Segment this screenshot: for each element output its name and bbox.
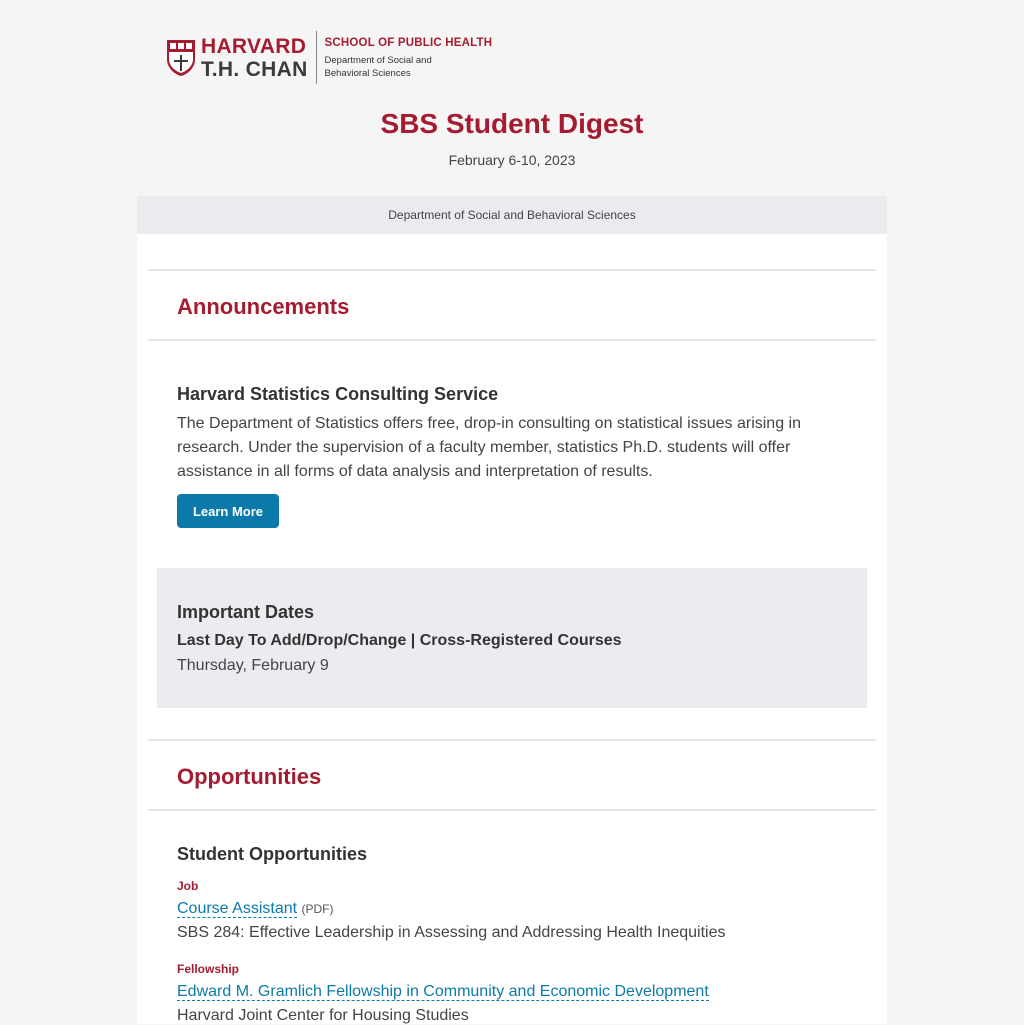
opportunities-heading: Opportunities bbox=[177, 764, 322, 789]
digest-date: February 6-10, 2023 bbox=[448, 152, 576, 168]
announcements-heading: Announcements bbox=[177, 294, 350, 319]
logo-department-text: Department of Social and Behavioral Sciences bbox=[324, 55, 432, 79]
pdf-label: (PDF) bbox=[301, 902, 334, 916]
logo-school-text: SCHOOL OF PUBLIC HEALTH bbox=[324, 37, 493, 49]
gramlich-fellowship-link[interactable]: Edward M. Gramlich Fellowship in Community and Economic Development bbox=[177, 983, 709, 1000]
divider bbox=[148, 739, 876, 741]
digest-title: SBS Student Digest bbox=[380, 108, 644, 139]
opportunity-link-line bbox=[177, 900, 334, 918]
important-date-event: Last Day To Add/Drop/Change | Cross-Registered Courses bbox=[177, 632, 622, 649]
newsletter-body bbox=[137, 234, 887, 1024]
logo-harvard-text: HARVARD bbox=[201, 34, 307, 58]
important-date-day: Thursday, February 9 bbox=[177, 657, 329, 674]
opportunity-description: SBS 284: Effective Leadership in Assessing and Addressing Health Inequities bbox=[177, 924, 726, 941]
opportunity-tag: Fellowship bbox=[177, 962, 240, 976]
divider bbox=[148, 809, 876, 811]
logo-divider bbox=[316, 31, 317, 84]
opportunity-tag: Job bbox=[177, 879, 199, 893]
announcement-title: Harvard Statistics Consulting Service bbox=[177, 384, 499, 404]
opportunity-link-line bbox=[177, 983, 709, 1001]
important-dates-title: Important Dates bbox=[177, 602, 315, 622]
logo-chan-text: T.H. CHAN bbox=[201, 57, 308, 81]
announcement-body: The Department of Statistics offers free, drop-in consulting on statistical issues arising in research. Under the supervision of a faculty member, statistics Ph.D. students will offer assistance in all forms of data analysis and interpretation of results. bbox=[177, 415, 801, 480]
department-bar: Department of Social and Behavioral Sciences bbox=[137, 196, 887, 234]
harvard-shield-icon bbox=[166, 39, 196, 77]
important-dates-panel bbox=[157, 568, 867, 708]
divider bbox=[148, 269, 876, 271]
student-opportunities-title: Student Opportunities bbox=[177, 844, 367, 864]
learn-more-button[interactable]: Learn More bbox=[177, 494, 279, 528]
course-assistant-link[interactable]: Course Assistant bbox=[177, 900, 298, 917]
opportunity-description: Harvard Joint Center for Housing Studies bbox=[177, 1007, 469, 1024]
divider bbox=[148, 339, 876, 341]
school-logo bbox=[166, 31, 492, 84]
